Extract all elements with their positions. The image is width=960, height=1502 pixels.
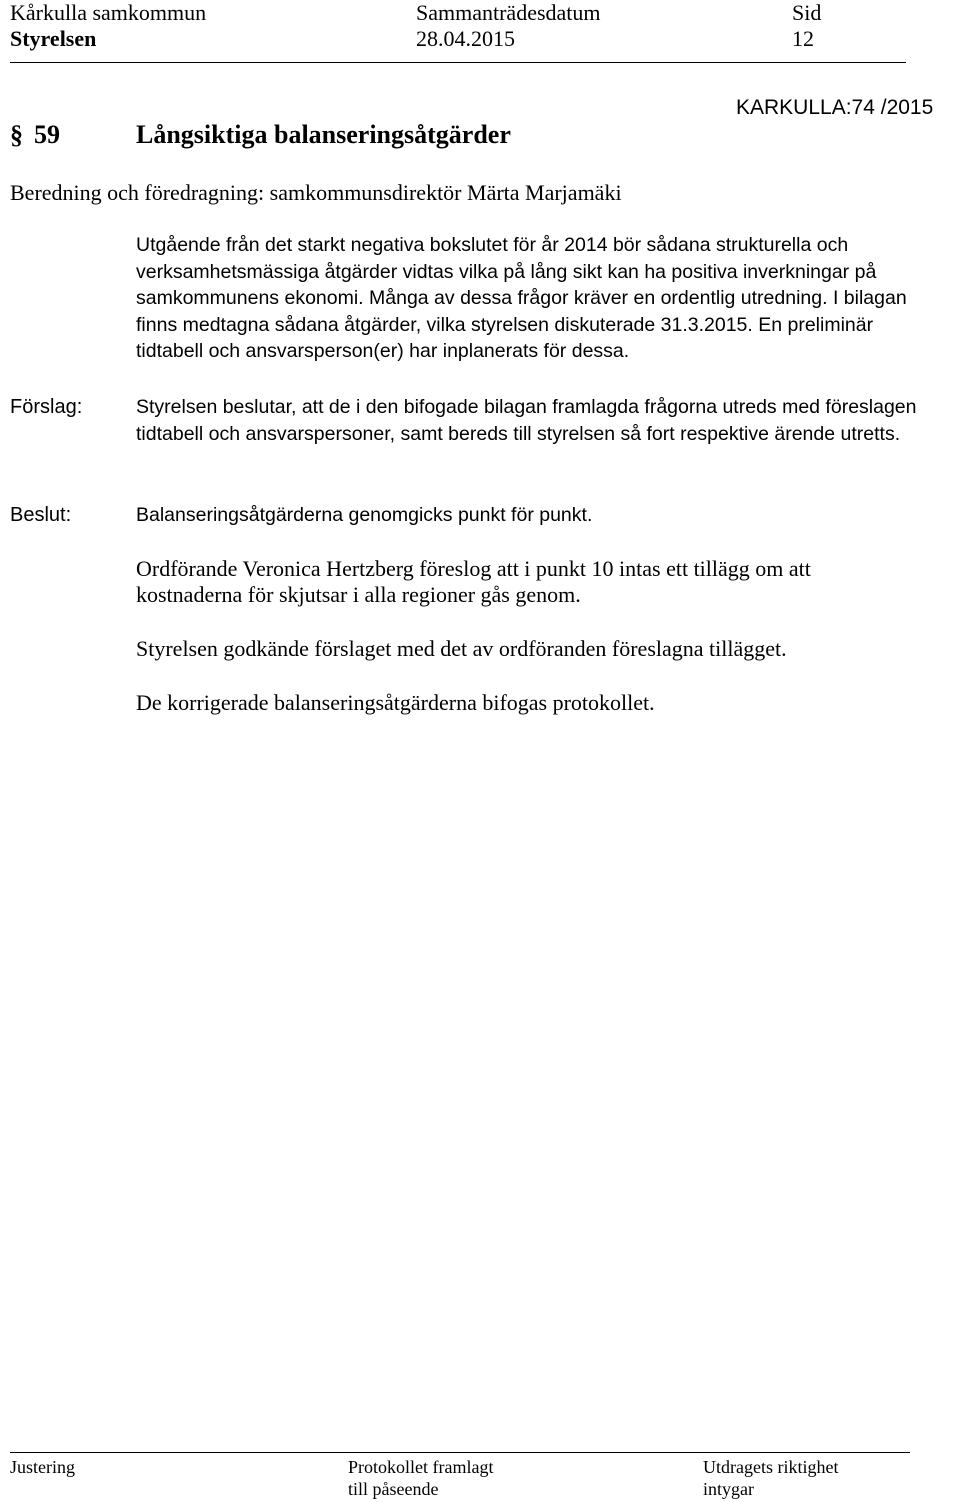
section-symbol: § xyxy=(10,120,23,149)
meeting-date-label: Sammanträdesdatum xyxy=(416,0,601,25)
section-title: Långsiktiga balanseringsåtgärder xyxy=(136,120,511,149)
footer-justering: Justering xyxy=(10,1457,75,1477)
footer-protocol-line1: Protokollet framlagt xyxy=(348,1457,494,1477)
decision-paragraph: Balanseringsåtgärderna genomgicks punkt för punkt. xyxy=(136,504,593,526)
decision-paragraph: Styrelsen godkände förslaget med det av ordföranden föreslagna tillägget. xyxy=(136,636,787,661)
footer-divider xyxy=(10,1452,910,1453)
header-divider xyxy=(10,62,906,63)
proposal-text: Styrelsen beslutar, att de i den bifogade bilagan framlagda frågorna utreds med föreslagen tidtabell och ansvarspersoner, samt bereds till styrelsen så fort respektive ärende utretts. xyxy=(136,396,917,445)
case-number: KARKULLA:74 /2015 xyxy=(736,96,934,119)
organization-name: Kårkulla samkommun xyxy=(10,0,207,25)
decision-paragraph: Ordförande Veronica Hertzberg föreslog att i punkt 10 intas ett tillägg om att kostnaderna för skjutsar i alla regioner gås genom. xyxy=(136,556,811,607)
decision-paragraph: De korrigerade balanseringsåtgärderna bifogas protokollet. xyxy=(136,690,655,715)
footer-certify-line1: Utdragets riktighet xyxy=(703,1457,839,1477)
decision-label: Beslut: xyxy=(10,504,72,526)
page-number: 12 xyxy=(792,26,814,51)
footer-certify-line2: intygar xyxy=(703,1479,754,1499)
body-name: Styrelsen xyxy=(10,26,97,51)
page-label: Sid xyxy=(792,0,822,25)
section-number: 59 xyxy=(34,120,60,149)
footer-protocol-line2: till påseende xyxy=(348,1479,439,1499)
preparation-line: Beredning och föredragning: samkommunsdirektör Märta Marjamäki xyxy=(10,180,622,205)
meeting-date: 28.04.2015 xyxy=(416,26,515,51)
intro-paragraph: Utgående från det starkt negativa bokslutet för år 2014 bör sådana strukturella och verksamhetsmässiga åtgärder vidtas vilka på lång sikt kan ha positiva inverkningar på samkommunens ekonomi. Många av dessa frågor kräver en ordentlig utredning. I bilagan finns medtagna sådana åtgärder, vilka styrelsen diskuterade 31.3.2015. En preliminär tidtabell och ansvarsperson(er) har inplanerats för dessa. xyxy=(136,234,907,362)
proposal-label: Förslag: xyxy=(10,396,83,418)
